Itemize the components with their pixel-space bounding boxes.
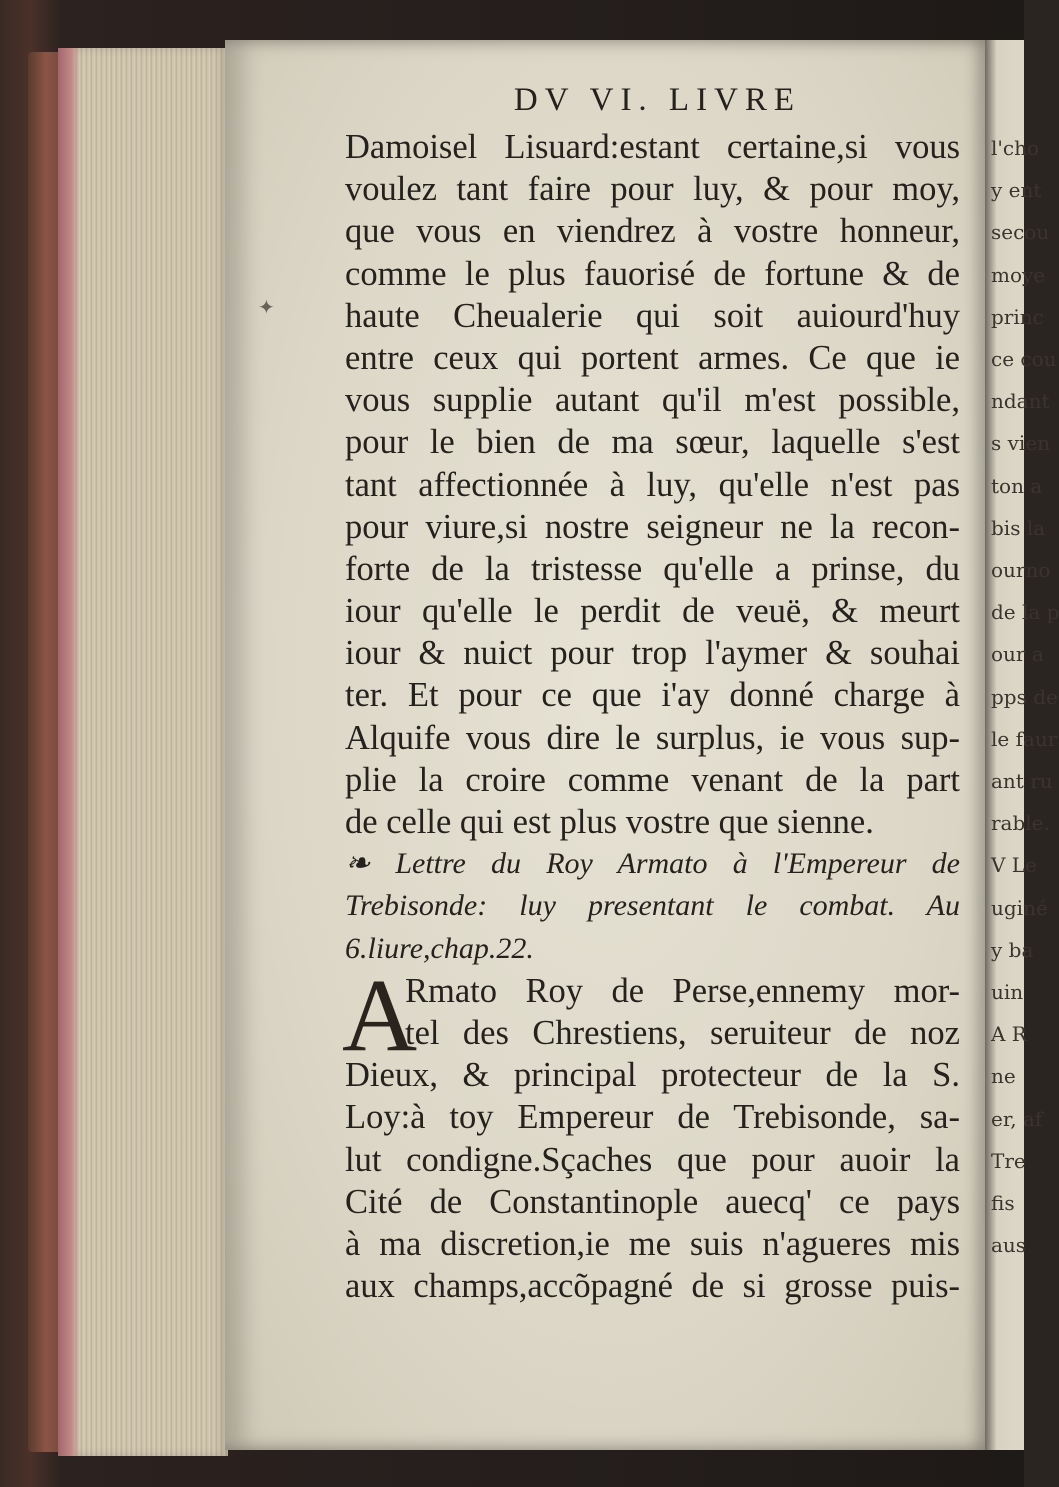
facing-page-text: aus [991, 1233, 1027, 1258]
facing-page-text: pps de [991, 684, 1058, 709]
text-line: que vous en viendrez à vostre honneur, [345, 212, 960, 251]
facing-page-text: s vien [991, 431, 1051, 456]
paragraph-armato-letter [342, 957, 960, 1308]
text-line: voulez tant faire pour luy, & pour moy, [345, 170, 960, 209]
text-line: tant affectionnée à luy, qu'elle n'est pas [345, 465, 960, 504]
facing-page-text: Tre [991, 1148, 1026, 1173]
text-line: aux champs,accõpagné de si grosse puis- [345, 1267, 960, 1306]
facing-page-text: ndant [991, 389, 1050, 414]
facing-page-text: ourno [991, 558, 1051, 582]
facing-page-text: ton a [991, 473, 1043, 498]
text-line: pour le bien de ma sœur, laquelle s'est [345, 423, 960, 462]
running-head: DV VI. LIVRE [513, 82, 802, 118]
text-line: ter. Et pour ce que i'ay donné charge à [345, 676, 960, 715]
text-line: plie la croire comme venant de la part [345, 760, 960, 799]
facing-page-text: A R [991, 1022, 1027, 1047]
page-text [342, 76, 960, 1307]
facing-page-text: fis [991, 1191, 1015, 1215]
facing-page-text: bis la [991, 515, 1046, 540]
text-line: haute Cheualerie qui soit auiourd'huy [345, 296, 960, 335]
facing-page-text: ant ru [991, 769, 1053, 793]
drop-cap: A [342, 957, 418, 1073]
heading-line: ❧ Lettre du Roy Armato à l'Empereur de [345, 847, 960, 881]
facing-page-text: our a [991, 642, 1044, 667]
text-line: Dieux, & principal protecteur de la S. [345, 1056, 960, 1095]
facing-page-text: l'cho [991, 136, 1040, 160]
heading-line: Trebisonde: luy presentant le combat. Au [345, 889, 960, 923]
facing-page-text: ne [991, 1064, 1016, 1089]
text-line: Cité de Constantinople auecq' ce pays [345, 1182, 960, 1221]
facing-page-text: princ [991, 304, 1044, 329]
facing-page-text: rable. [991, 811, 1050, 836]
page-edge-tint [58, 48, 80, 1456]
text-line: Alquife vous dire le surplus, ie vous sup- [345, 718, 960, 757]
facing-page-text: le faur [991, 726, 1058, 751]
facing-page-text: er, af [991, 1106, 1043, 1131]
facing-page-text: moye [991, 262, 1046, 287]
page-edges [58, 48, 228, 1456]
text-line: comme le plus fauorisé de fortune & de [345, 254, 960, 293]
text-line: vous supplie autant qu'il m'est possible, [345, 381, 960, 420]
text-line: Damoisel Lisuard:estant certaine,si vous [345, 128, 960, 166]
text-line: pour viure,si nostre seigneur ne la recon- [345, 507, 960, 546]
text-line: Loy:à toy Empereur de Trebisonde, sa- [345, 1098, 960, 1137]
facing-page-text: V Le [991, 853, 1037, 878]
facing-page-fragment [985, 40, 1059, 1450]
text-line: Rmato Roy de Perse,ennemy mor- [405, 971, 960, 1010]
facing-page-text: y ba [991, 937, 1034, 962]
text-line: iour qu'elle le perdit de veuë, & meurt [345, 592, 960, 631]
text-line: à ma discretion,ie me suis n'agueres mis [345, 1224, 960, 1263]
text-line: iour & nuict pour trop l'aymer & souhai [345, 634, 960, 673]
facing-page-text: secou [991, 220, 1050, 245]
text-line: tel des Chrestiens, seruiteur de noz [405, 1013, 960, 1052]
text-line: de celle qui est plus vostre que sienne. [345, 803, 874, 841]
chapter-heading [345, 843, 960, 970]
facing-page-text: y ent [991, 178, 1042, 203]
facing-page-text: ce cou [991, 347, 1057, 371]
text-line: forte de la tristesse qu'elle a prinse, du [345, 549, 960, 588]
facing-page-text: uginé [991, 895, 1048, 920]
facing-page-text: de la p [991, 600, 1059, 625]
margin-mark: ✦ [258, 295, 275, 319]
text-line: lut condigne.Sçaches que pour auoir la [345, 1140, 960, 1179]
facing-page-text: uin [991, 980, 1024, 1004]
paragraph-letter [345, 126, 960, 843]
text-line: entre ceux qui portent armes. Ce que ie [345, 338, 960, 377]
heading-line: 6.liure,chap.22. [345, 931, 534, 965]
